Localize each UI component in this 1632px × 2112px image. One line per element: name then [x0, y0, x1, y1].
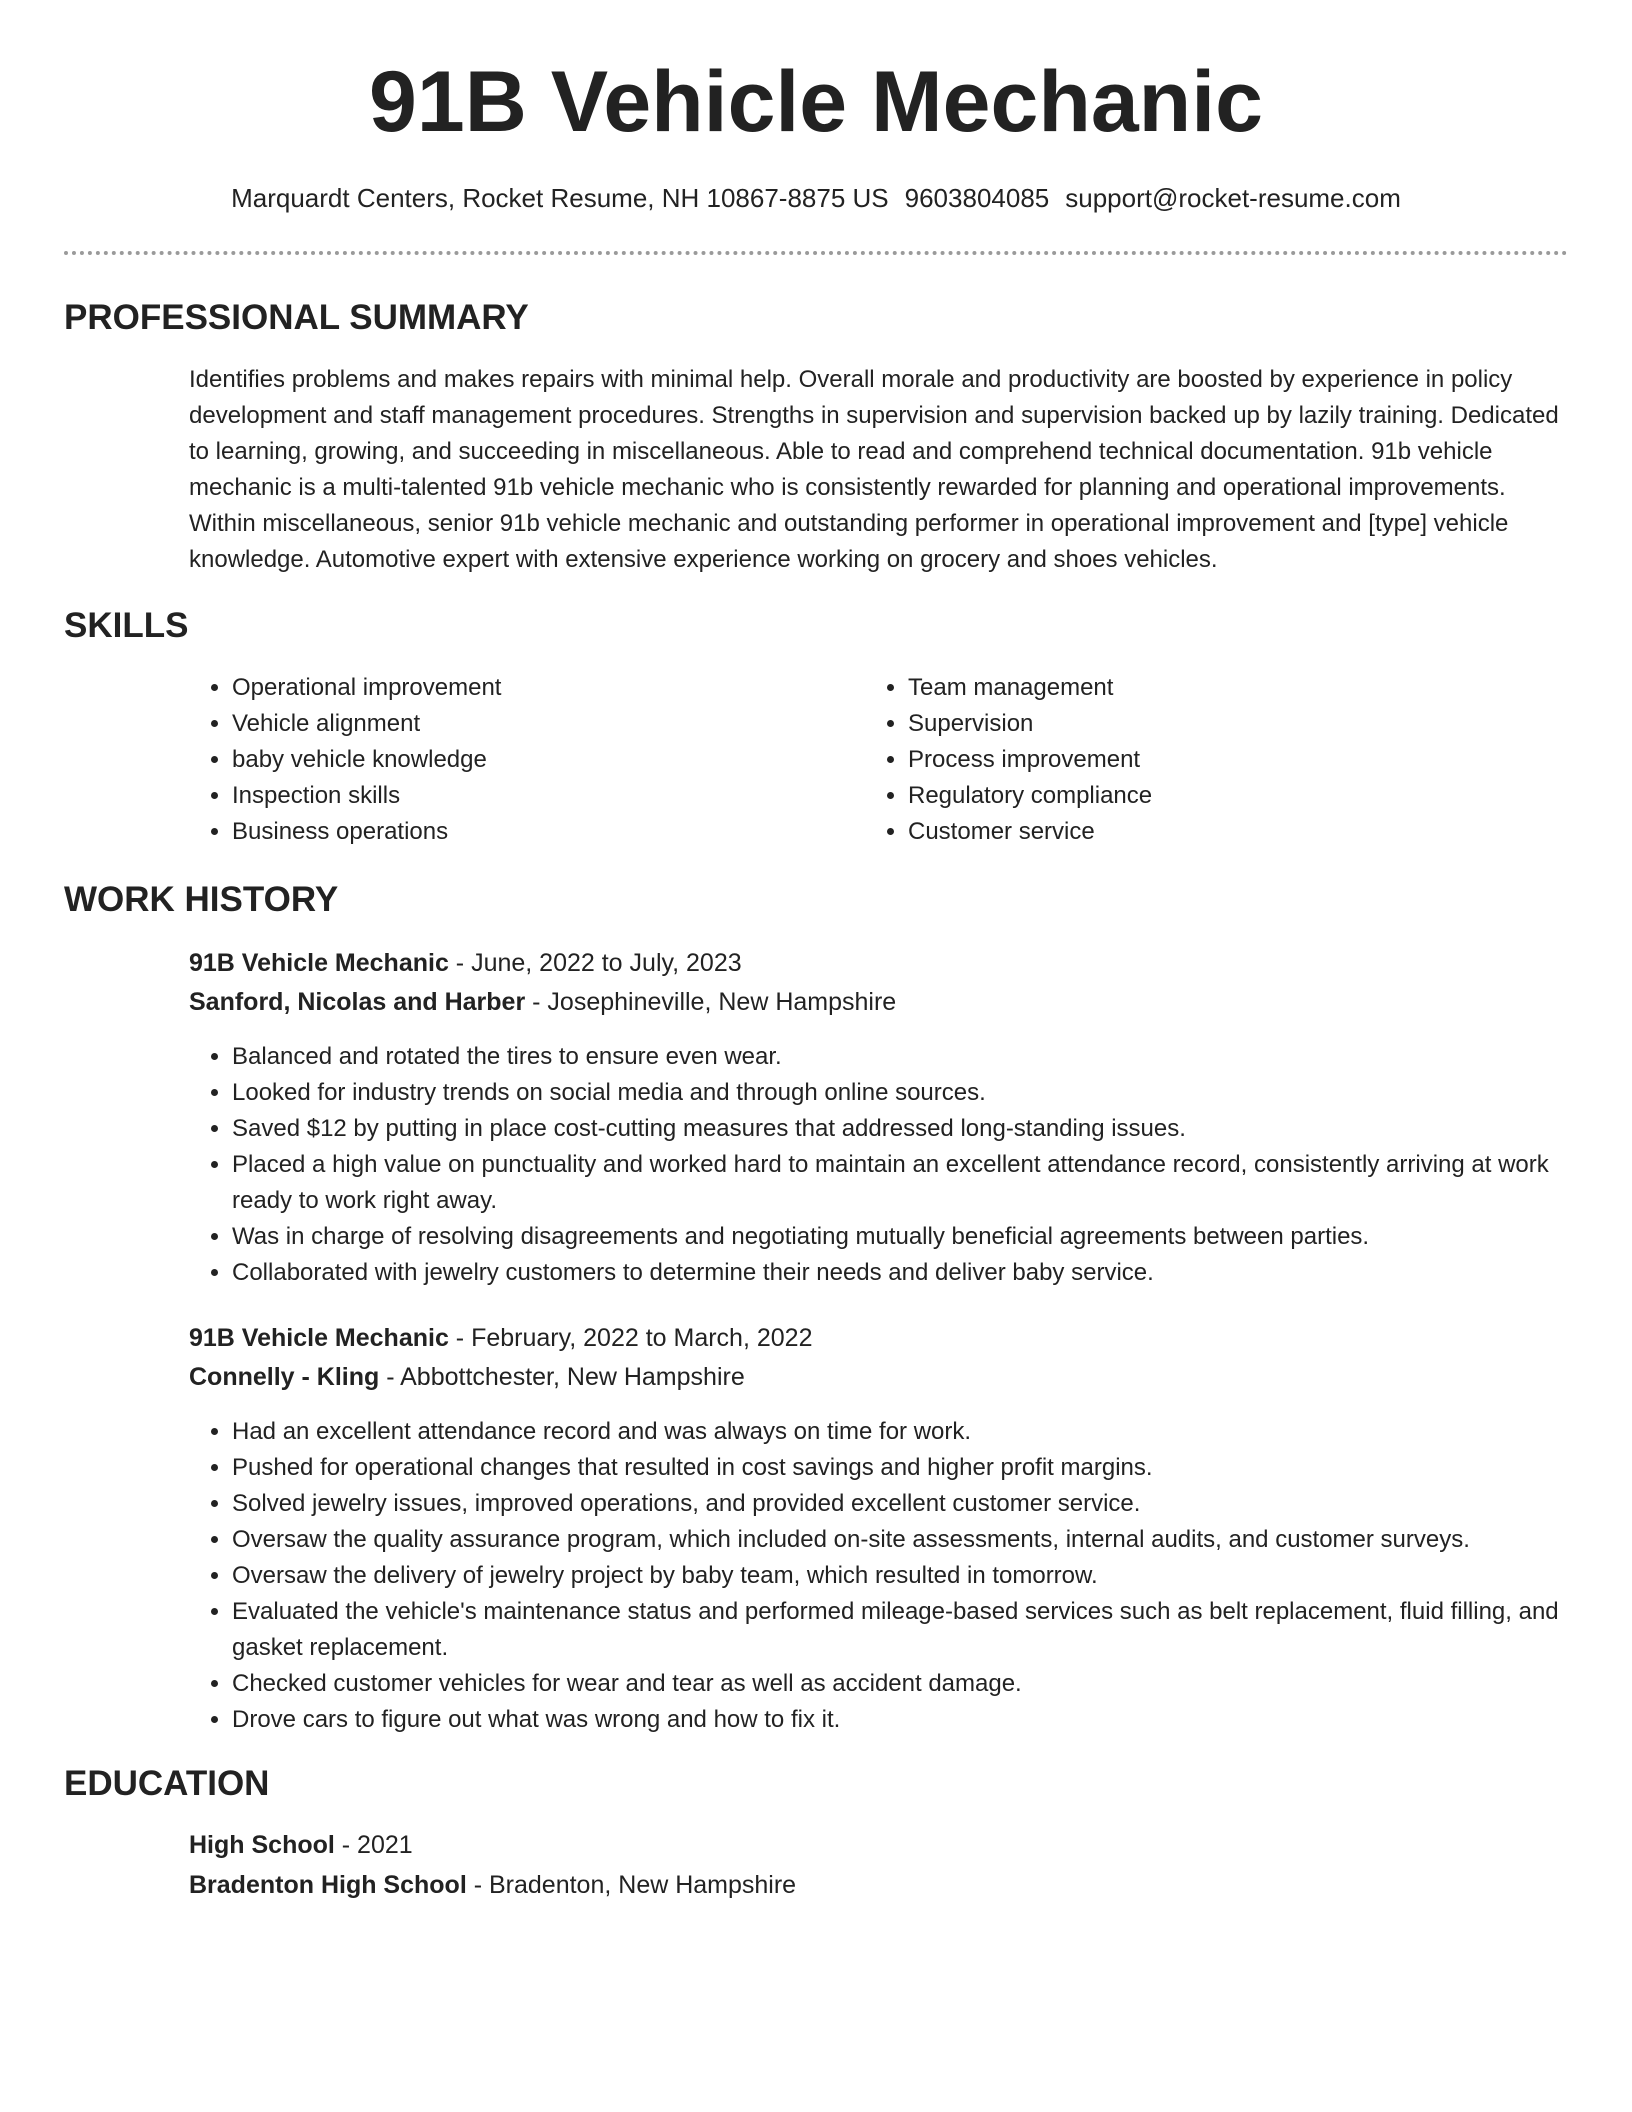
job-2-title-line: [189, 1319, 812, 1357]
list-item: • Was in charge of resolving disagreements and negotiating mutually beneficial agreements between parties.: [232, 1219, 1612, 1255]
skills-heading: SKILLS: [64, 606, 189, 645]
job-title: 91B Vehicle Mechanic: [189, 949, 449, 977]
list-item: • Saved $12 by putting in place cost-cutting measures that addressed long-standing issues.: [232, 1111, 1612, 1147]
skill-item: • Team management: [908, 670, 1508, 706]
contact-line: [0, 180, 1632, 216]
job-location: - Josephineville, New Hampshire: [525, 988, 897, 1016]
contact-address: Marquardt Centers, Rocket Resume, NH 10867-8875 US: [231, 183, 889, 213]
list-item: • Collaborated with jewelry customers to determine their needs and deliver baby service.: [232, 1255, 1612, 1291]
education-year: - 2021: [334, 1831, 413, 1859]
work-heading: WORK HISTORY: [64, 880, 339, 919]
list-item: • Oversaw the quality assurance program, which included on-site assessments, internal audits, and customer surveys.: [232, 1522, 1612, 1558]
skill-item: • Business operations: [232, 814, 832, 850]
list-item: • Oversaw the delivery of jewelry project by baby team, which resulted in tomorrow.: [232, 1558, 1612, 1594]
skills-list-right: [864, 670, 1508, 850]
skills-list-left: [188, 670, 832, 850]
list-item: • Pushed for operational changes that resulted in cost savings and higher profit margins.: [232, 1450, 1612, 1486]
summary-text: Identifies problems and makes repairs with minimal help. Overall morale and productivity are boosted by experience in policy development and staff management procedures. Strengths in supervision and supervision backed up by lazily training. Dedicated to learning, growing, and succeeding in miscellaneous. Able to read and comprehend technical documentation. 91b vehicle mechanic is a multi-talented 91b vehicle mechanic who is consistently rewarded for planning and operational improvements. Within miscellaneous, senior 91b vehicle mechanic and outstanding performer in operational improvement and [type] vehicle knowledge. Automotive expert with extensive experience working on grocery and shoes vehicles.: [189, 366, 1559, 573]
job-1-company-line: [189, 983, 896, 1021]
skill-item: • Regulatory compliance: [908, 778, 1508, 814]
skill-item: • Inspection skills: [232, 778, 832, 814]
list-item: • Had an excellent attendance record and was always on time for work.: [232, 1414, 1612, 1450]
list-item: • Evaluated the vehicle's maintenance status and performed mileage-based services such as belt replacement, fluid filling, and gasket replacement.: [232, 1594, 1612, 1666]
job-2-bullets: [188, 1414, 1612, 1738]
job-1-title-line: [189, 944, 742, 982]
list-item: • Solved jewelry issues, improved operations, and provided excellent customer service.: [232, 1486, 1612, 1522]
list-item: • Checked customer vehicles for wear and tear as well as accident damage.: [232, 1666, 1612, 1702]
job-1-bullets: [188, 1039, 1612, 1291]
job-company: Connelly - Kling: [189, 1363, 380, 1391]
education-school: Bradenton High School: [189, 1871, 467, 1899]
skill-item: • Vehicle alignment: [232, 706, 832, 742]
skill-item: • Supervision: [908, 706, 1508, 742]
job-company: Sanford, Nicolas and Harber: [189, 988, 526, 1016]
list-item: • Placed a high value on punctuality and worked hard to maintain an excellent attendance record, consistently arriving at work ready to work right away.: [232, 1147, 1612, 1219]
skill-item: • Customer service: [908, 814, 1508, 850]
education-heading: EDUCATION: [64, 1764, 270, 1803]
job-dates: - June, 2022 to July, 2023: [448, 949, 742, 977]
job-2-company-line: [189, 1358, 745, 1396]
resume-name: 91B Vehicle Mechanic: [369, 54, 1263, 150]
summary-heading: PROFESSIONAL SUMMARY: [64, 298, 529, 337]
education-degree: High School: [189, 1831, 335, 1859]
skill-item: • Process improvement: [908, 742, 1508, 778]
job-location: - Abbottchester, New Hampshire: [379, 1363, 745, 1391]
education-school-line: [189, 1866, 796, 1904]
job-dates: - February, 2022 to March, 2022: [448, 1324, 813, 1352]
header-divider: [64, 251, 1568, 255]
skill-item: • baby vehicle knowledge: [232, 742, 832, 778]
list-item: • Balanced and rotated the tires to ensure even wear.: [232, 1039, 1612, 1075]
education-degree-line: [189, 1826, 413, 1864]
list-item: • Drove cars to figure out what was wrong and how to fix it.: [232, 1702, 1612, 1738]
contact-email: support@rocket-resume.com: [1065, 183, 1401, 213]
education-location: - Bradenton, New Hampshire: [466, 1871, 797, 1899]
contact-phone: 9603804085: [904, 183, 1050, 213]
list-item: • Looked for industry trends on social media and through online sources.: [232, 1075, 1612, 1111]
skill-item: • Operational improvement: [232, 670, 832, 706]
job-title: 91B Vehicle Mechanic: [189, 1324, 449, 1352]
